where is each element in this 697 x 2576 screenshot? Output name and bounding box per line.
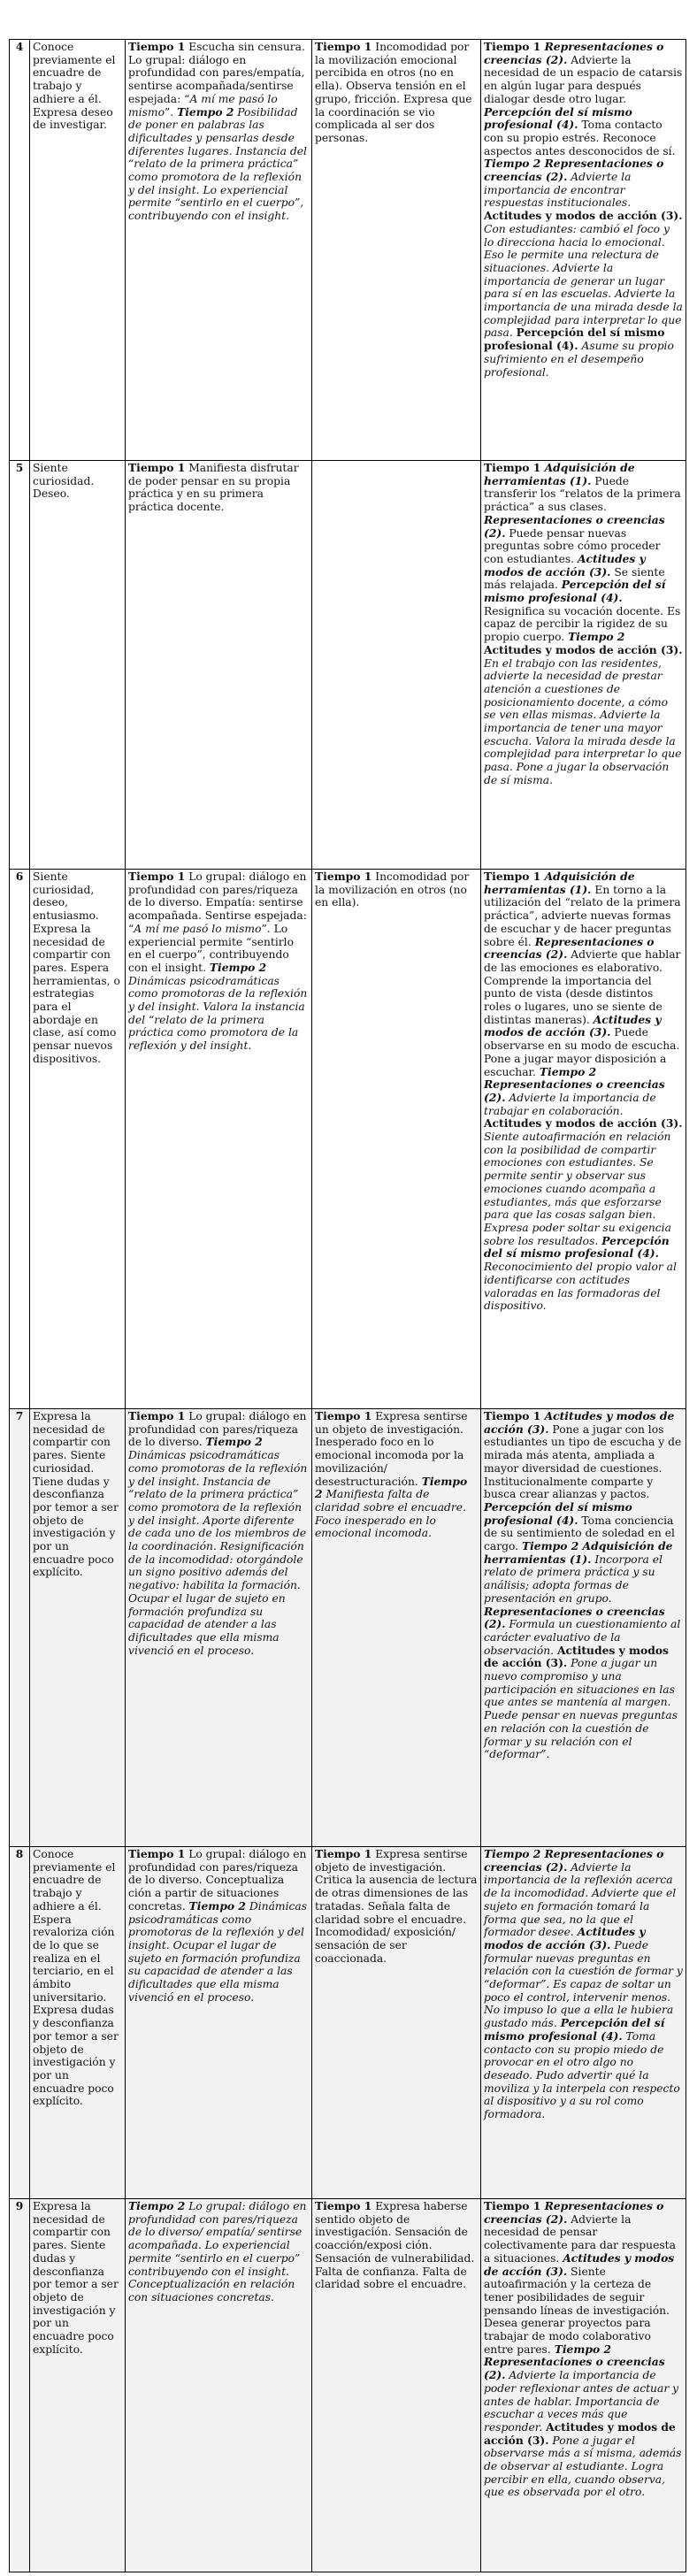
emphasized-text-run: Advierte la importancia de trabajar en colaboración.	[484, 1091, 656, 1117]
text-run: Toma conciencia de su sentimiento de soledad en el cargo.	[484, 1514, 675, 1553]
emphasized-text-run: Actitudes y modos de acción (3).	[484, 1012, 662, 1039]
emphasized-text-run: Actitudes y modos de acción (3).	[484, 209, 683, 223]
valued-aspects-cell	[126, 1409, 312, 1847]
text-run: Advierte que hablar de las emociones es elaborativo. Comprende la importancia del punto de vista (desde distintos roles o lugares, uno se siente de distintas maneras).	[484, 948, 681, 1026]
text-run: Escucha sin censura. Lo grupal: diálogo en profundidad con pares/empatía, sentirse acompañada/sentirse espejada: “	[128, 41, 305, 105]
text-run: Lo grupal: diálogo en profundidad con pares/riqueza de lo diverso. Empatía: sentirse acompañada. Sentirse espejada: “	[128, 870, 307, 935]
emphasized-text-run: Representaciones o creencias (2).	[484, 512, 665, 540]
emphasized-text-run: Actitudes y modos de acción (3).	[484, 2250, 675, 2278]
text-run: Expresa sentirse un objeto de investigación. Inesperado foco en lo emocional incomoda por la movilización/ desestructuración.	[315, 1410, 468, 1488]
text-run: Puede pensar nuevas preguntas sobre cómo proceder con estudiantes.	[484, 526, 661, 565]
emphasized-text-run: Tiempo 1	[484, 870, 545, 883]
emphasized-text-run: Dinámicas psicodramáticas como promotoras de la reflexión y del insight. Valora la instancia del “relato de la primera práctica como promotora de la reflexión y del insight.	[128, 974, 308, 1053]
emphasized-text-run: Actitudes y modos de acción (3).	[484, 2419, 676, 2447]
emphasized-text-run: Actitudes y modos de acción (3).	[484, 1643, 669, 1670]
discomfort-cell	[312, 2199, 481, 2572]
emphasized-text-run: Con estudiantes: cambió el foco y lo direcciona hacia lo emocional. Eso le permite una relectura de situaciones. Advierte la importancia de generar un lugar para sí en las escuelas. Advierte la importancia de una mirada desde la complejidad para interpretar lo que pasa.	[484, 222, 683, 340]
emphasized-text-run: Tiempo 2	[188, 1898, 246, 1913]
table-row	[10, 2199, 686, 2572]
emphasized-text-run: Tiempo 2	[128, 2199, 186, 2212]
transformations-cell	[481, 40, 686, 461]
emphasized-text-run: Tiempo 2 Adquisición de herramientas (1).	[484, 1539, 673, 1566]
emphasized-text-run: Tiempo 2	[315, 1474, 468, 1501]
emphasized-text-run: Reconocimiento del propio valor al identificarse con actitudes valoradas en las formadoras del dispositivo.	[484, 1261, 677, 1313]
transformations-cell	[481, 1409, 686, 1847]
emphasized-text-run: Tiempo 1	[128, 1409, 186, 1422]
emphasized-text-run: Tiempo 1	[128, 870, 186, 883]
case-number: 8	[10, 1847, 30, 2199]
emphasized-text-run: Actitudes y modos de acción (3).	[484, 1116, 683, 1131]
emphasized-text-run: Pone a jugar un nuevo compromiso y una participación en situaciones en las que antes se mantenía al margen. Puede pensar en nuevas preguntas en relación con la cuestión de formar y su relación con el “deformar”.	[484, 1657, 678, 1761]
emphasized-text-run: Actitudes y modos de acción (3).	[484, 551, 646, 579]
initial-profile-cell: Expresa la necesidad de compartir con pares. Siente dudas y desconfianza por temor a ser objeto de investigación y por un encuadre poco explícito.	[30, 2199, 126, 2572]
text-run: ”.	[164, 105, 178, 119]
emphasized-text-run: Tiempo 1	[315, 1847, 372, 1860]
emphasized-text-run: Actitudes y modos de acción (3).	[484, 642, 683, 656]
emphasized-text-run: Adquisición de herramientas (1).	[484, 870, 635, 896]
transformations-cell	[481, 2199, 686, 2572]
emphasized-text-run: En el trabajo con las residentes, advierte la necesidad de prestar atención a cuestiones de posicionamiento docente, a cómo se ven ellas mismas. Advierte la importancia de tener una mayor escucha. Valora la mirada desde la complejidad para interpretar lo que pasa. Pone a jugar la observación de sí misma.	[484, 656, 682, 786]
emphasized-text-run: Toma contacto con su propio miedo de provocar en el otro algo no deseado. Pudo advertir qué la moviliza y la interpela con respecto al dispositivo y a su rol como formadora.	[484, 2029, 680, 2121]
emphasized-text-run: Siente autoafirmación en relación con la posibilidad de compartir emociones con estudiantes. Se permite sentir y observar sus emociones cuando acompaña a estudiantes, más que esforzarse para que las cosas salgan bien. Expresa poder soltar su exigencia sobre los resultados.	[484, 1131, 671, 1247]
text-run: ”. Lo experiencial permite “sentirlo en el cuerpo”, contribuyendo con el insight.	[128, 922, 294, 974]
emphasized-text-run: Tiempo 2 Representaciones o creencias (2).	[484, 1847, 664, 1874]
table-row	[10, 1847, 686, 2199]
valued-aspects-cell	[126, 1847, 312, 2199]
transformations-cell	[481, 461, 686, 870]
emphasized-text-run: Advierte la importancia de encontrar respuestas institucionales.	[484, 171, 632, 210]
emphasized-text-run: Incorpora el relato de primera práctica y su análisis; adopta formas de presentación en grupo.	[484, 1552, 663, 1605]
discomfort-cell	[312, 870, 481, 1409]
emphasized-text-run: Pone a jugar el observarse más a sí misma, además de observar al estudiante. Logra percibir en ella, cuando observa, que es observada por el otro.	[484, 2434, 682, 2499]
emphasized-text-run: Percepción del sí mismo profesional (4).	[484, 2016, 665, 2043]
table-row	[10, 870, 686, 1409]
case-number: 4	[10, 40, 30, 461]
text-run: Pone a jugar con los estudiantes un tipo de escucha y de mirada más atenta, ampliada a mayor diversidad de cuestiones. Institucionalmente comparte y busca crear alianzas y pactos.	[484, 1422, 682, 1501]
text-run: Puede observarse en su modo de escucha. Pone a jugar mayor disposición a escuchar.	[484, 1026, 680, 1078]
text-run: Incomodidad por la movilización emocional percibida en otros (no en ella). Observa tensión en el grupo, fricción. Expresa que la coordinación se vio complicada al ser dos personas.	[315, 41, 472, 144]
case-number: 7	[10, 1409, 30, 1847]
emphasized-text-run: Representaciones o creencias (2).	[484, 1604, 665, 1631]
emphasized-text-run: Actitudes y modos de acción (3).	[484, 1409, 675, 1436]
emphasized-text-run: Tiempo 1	[484, 461, 545, 474]
emphasized-text-run: Percepción del sí mismo profesional (4).	[484, 104, 632, 132]
text-run: Resignifica su vocación docente. Es capaz de percibir la rigidez de su propio cuerpo.	[484, 604, 681, 644]
text-run: Advierte la necesidad de pensar colectivamente para dar respuesta a situaciones.	[484, 2212, 676, 2265]
discomfort-cell	[312, 40, 481, 461]
emphasized-text-run: Tiempo 1	[128, 40, 186, 53]
valued-aspects-cell	[126, 461, 312, 870]
initial-profile-cell: Siente curiosidad, deseo, entusiasmo. Expresa la necesidad de compartir con pares. Espera herramientas, o estrategias para el abordaje en clase, así como pensar nuevos dispositivos.	[30, 870, 126, 1409]
table-row	[10, 1409, 686, 1847]
emphasized-text-run: Tiempo 1	[128, 461, 186, 474]
emphasized-text-run: Percepción del sí mismo profesional (4).	[484, 1233, 670, 1261]
text-run: Toma contacto con su propio estrés. Reconoce aspectos antes desconocidos de sí.	[484, 119, 676, 157]
emphasized-text-run: Dinámicas psicodramáticas como promotoras de la reflexión y del insight. Ocupar el lugar de sujeto en formación profundiza su capacidad de atender a las dificultades que ella misma vivenció en el proceso.	[128, 1899, 308, 2004]
emphasized-text-run: Percepción del sí mismo profesional (4).	[484, 1499, 632, 1527]
emphasized-text-run: Advierte la importancia de poder reflexionar antes de actuar y antes de hablar. Importancia de escuchar a veces más que responder.	[484, 2369, 679, 2434]
emphasized-text-run: Adquisición de herramientas (1).	[484, 461, 635, 487]
emphasized-text-run: Tiempo 1	[128, 1847, 186, 1860]
text-run: Expresa sentirse objeto de investigación. Critica la ausencia de lectura de otras dimensiones de las tratadas. Señala falta de claridad sobre el encuadre. Incomodidad/ exposición/ sensación de ser coaccionada.	[315, 1848, 478, 1965]
text-run: Puede transferir los “relatos de la primera práctica” a sus clases.	[484, 474, 681, 514]
emphasized-text-run: Tiempo 1	[484, 1409, 545, 1422]
emphasized-text-run: Advierte la importancia de la reflexión acerca de la incomodidad. Advierte que el sujeto en formación tomará la forma que sea, no la que el formador desee.	[484, 1860, 677, 1939]
emphasized-text-run: Tiempo 2	[177, 104, 234, 119]
table-row	[10, 40, 686, 461]
initial-profile-cell: Conoce previamente el encuadre de trabajo y adhiere a él. Espera revaloriza ción de lo que se realiza en el terciario, en el ámbito universitario. Expresa dudas y desconfianza por temor a ser objeto de investigación y por un encuadre poco explícito.	[30, 1847, 126, 2199]
text-run: Incomodidad por la movilización en otros (no en ella).	[315, 870, 470, 909]
emphasized-text-run: Tiempo 1	[315, 2199, 372, 2212]
table-row	[10, 461, 686, 870]
emphasized-text-run: Puede formular nuevas preguntas en relación con la cuestión de formar y “deformar”. Es capaz de soltar un poco el control, intervenir menos. No impuso lo que a ella le hubiera gustado más.	[484, 1938, 683, 2030]
emphasized-text-run: Tiempo 2 Representaciones o creencias (2).	[484, 1064, 665, 1104]
emphasized-text-run: Tiempo 2	[568, 630, 625, 644]
valued-aspects-cell	[126, 40, 312, 461]
valued-aspects-cell	[126, 2199, 312, 2572]
discomfort-cell	[312, 461, 481, 870]
initial-profile-cell: Expresa la necesidad de compartir con pares. Siente curiosidad. Tiene dudas y desconfianza por temor a ser objeto de investigación y por un encuadre poco explícito.	[30, 1409, 126, 1847]
emphasized-text-run: Tiempo 1	[315, 40, 372, 53]
emphasized-text-run: Posibilidad de poner en palabras las dificultades y pensarlas desde diferentes lugares. Instancia del “relato de la primera práctica” como promotora de la reflexión y del insight. Lo experiencial permite “sentirlo en el cuerpo”, contribuyendo con el insight.	[128, 105, 307, 223]
valued-aspects-cell	[126, 870, 312, 1409]
emphasized-text-run: Lo grupal: diálogo en profundidad con pares/riqueza de lo diverso/ empatía/ sentirse acompañada. Lo experiencial permite “sentirlo en el cuerpo” contribuyendo con el insight. Conceptualización en relación con situaciones concretas.	[128, 2200, 307, 2304]
text-run: Expresa haberse sentido objeto de investigación. Sensación de coacción/exposi ción. Sensación de vulnerabilidad. Falta de confianza. Falta de claridad sobre el encuadre.	[315, 2200, 475, 2291]
emphasized-text-run: Representaciones o creencias (2).	[484, 2199, 664, 2226]
emphasized-text-run: Tiempo 2	[209, 960, 267, 974]
emphasized-text-run: Dinámicas psicodramáticas como promotoras de la reflexión y del insight. Instancia de “relato de la primera práctica” como promotora de la reflexión y del insight. Aporte diferente de cada uno de los miembros de la coordinación. Resignificación de la incomodidad: otorgándole un signo positivo además del negativo: habilita la formación. Ocupar el lugar de sujeto en formación profundiza su capacidad de atender a las dificultades que ella misma vivenció en el proceso.	[128, 1449, 308, 1657]
emphasized-text-run: Percepción del sí mismo profesional (4).	[484, 326, 665, 353]
results-table	[9, 39, 686, 2572]
emphasized-text-run: Tiempo 1	[484, 2199, 545, 2212]
emphasized-text-run: Representaciones o creencias (2).	[484, 934, 655, 962]
text-run: Siente autoafirmación y la certeza de tener posibilidades de seguir pensando líneas de investigación. Desea generar proyectos para trabajar de modo colaborativo entre pares.	[484, 2265, 670, 2356]
results-table-body	[10, 40, 686, 2572]
emphasized-text-run: Tiempo 2 Representaciones o creencias (2).	[484, 157, 664, 184]
text-run: Lo grupal: diálogo en profundidad con pares/riqueza de lo diverso.	[128, 1410, 307, 1449]
emphasized-text-run: Tiempo 1	[315, 1409, 372, 1422]
emphasized-text-run: A mí me pasó lo mismo	[128, 92, 278, 119]
emphasized-text-run: Percepción del sí mismo profesional (4).	[484, 578, 666, 605]
emphasized-text-run: Asume su propio sufrimiento en el desempeño profesional.	[484, 340, 674, 379]
initial-profile-cell: Conoce previamente el encuadre de trabajo y adhiere a él. Expresa deseo de investigar.	[30, 40, 126, 461]
case-number: 6	[10, 870, 30, 1409]
transformations-cell	[481, 870, 686, 1409]
emphasized-text-run: A mí me pasó lo mismo	[134, 922, 262, 935]
emphasized-text-run: Tiempo 2	[205, 1435, 263, 1449]
case-number: 5	[10, 461, 30, 870]
emphasized-text-run: Representaciones o creencias (2).	[484, 40, 664, 66]
discomfort-cell	[312, 1409, 481, 1847]
text-run: En torno a la utilización del “relato de la primera práctica”, advierte nuevas formas de escuchar y de hacer preguntas sobre él.	[484, 883, 681, 948]
transformations-cell	[481, 1847, 686, 2199]
case-number: 9	[10, 2199, 30, 2572]
text-run: Manifiesta disfrutar de poder pensar en su propia práctica y en su primera práctica docente.	[128, 462, 299, 514]
emphasized-text-run: Tiempo 2 Representaciones o creencias (2).	[484, 2342, 665, 2382]
emphasized-text-run: Formula un cuestionamiento al carácter evaluativo de la observación.	[484, 1618, 681, 1657]
text-run: Lo grupal: diálogo en profundidad con pares/riqueza de lo diverso. Conceptualiza ción a partir de situaciones concretas.	[128, 1848, 307, 1913]
emphasized-text-run: Manifiesta falta de claridad sobre el encuadre. Foco inesperado en lo emocional incomoda.	[315, 1488, 466, 1540]
emphasized-text-run: Actitudes y modos de acción (3).	[484, 1925, 646, 1951]
text-run: Advierte la necesidad de un espacio de catarsis en algún lugar para después dialogar desde otro lugar.	[484, 53, 683, 105]
initial-profile-cell: Siente curiosidad. Deseo.	[30, 461, 126, 870]
text-run: Se siente más relajada.	[484, 565, 665, 592]
emphasized-text-run: Tiempo 1	[484, 40, 545, 53]
discomfort-cell	[312, 1847, 481, 2199]
emphasized-text-run: Tiempo 1	[315, 870, 372, 883]
